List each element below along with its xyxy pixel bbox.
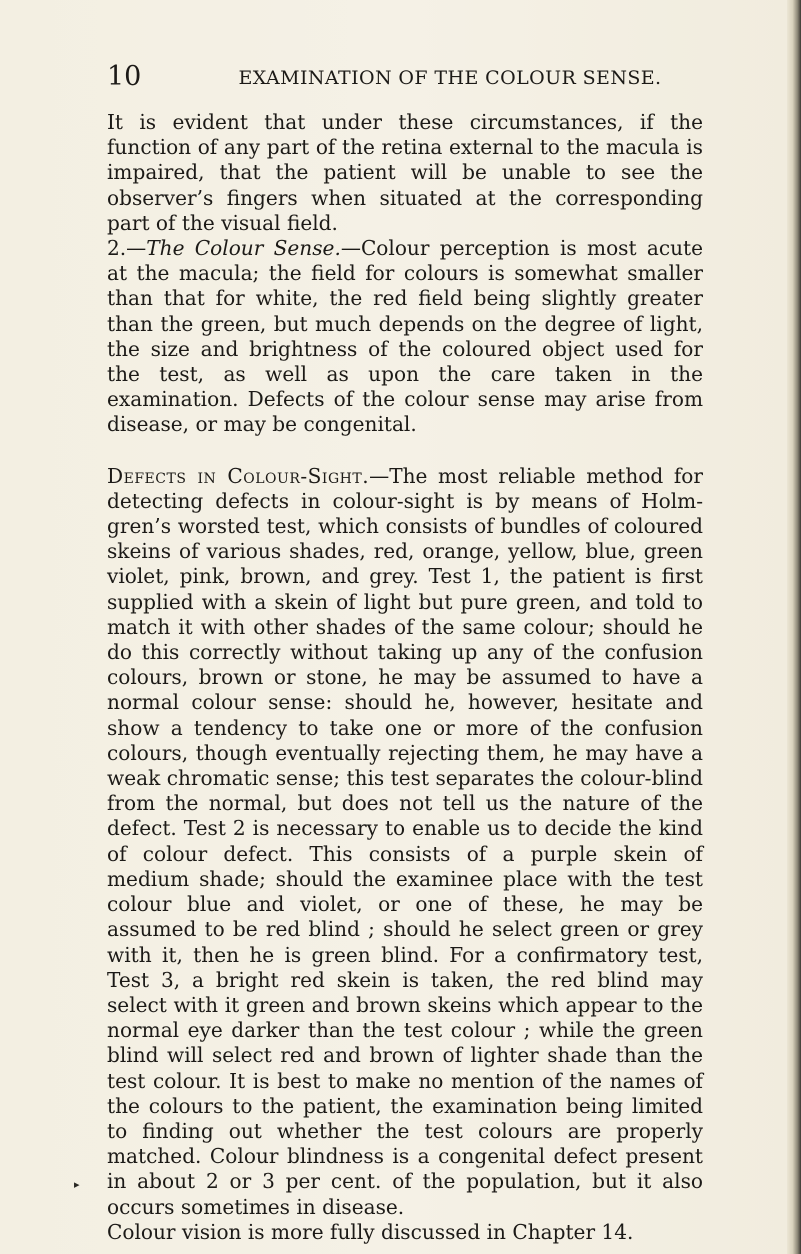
section-number: 2.— xyxy=(107,236,147,261)
page-header xyxy=(107,60,703,94)
body-text xyxy=(107,110,703,1245)
paragraph-defects-colour-sight xyxy=(107,464,703,1220)
page-number: 10 xyxy=(107,61,142,92)
paragraph-chapter-reference: Colour vision is more fully discussed in Chapter 14. xyxy=(107,1219,634,1244)
margin-arrow-icon: ▸ xyxy=(74,1178,80,1191)
section-text-defects: —The most reliable method for detecting defects in colour-sight is by means of Holmgren’s worsted test, which consists of bundles of coloured skeins of various shades, red, orange, yellow, blue, green violet, pink, brown, and grey. Test 1, the patient is first supplied with a skein of light but pure green, and told to match it with other shades of the same colour; should he do this correctly without taking up any of the confusion colours, brown or stone, he may be assumed to have a normal colour sense: should he, however, hesitate and show a tendency to take one or more of the confusion colours, though eventually rejecting them, he may have a weak chromatic sense; this test separates the colour-blind from the normal, but does not tell us the nature of the defect. Test 2 is necessary to enable us to decide the kind of colour defect. This consists of a purple skein of medium shade; should the examinee place with the test colour blue and violet, or one of these, he may be assumed to be red blind ; should he select green or grey with it, then he is green blind. For a confirmatory test, Test 3, a bright red skein is taken, the red blind may select with it green and brown skeins which appear to the normal eye darker than the test colour ; while the green blind will select red and brown of lighter shade than the test colour. It is best to make no mention of the names of the colours to the patient, the examination being limited to finding out whether the test colours are properly matched. Colour blindness is a congenital defect present in about 2 or 3 per cent. of the population, but it also occurs sometimes in disease. xyxy=(107,463,703,1219)
paragraph-colour-sense xyxy=(107,236,703,438)
section-text-colour-sense: —Colour perception is most acute at the macula; the field for colours is somewhat smaller than that for white, the red field being slightly greater than the green, but much depends on the degree of light, the size and brightness of the coloured object used for the test, as well as upon the care taken in the examination. Defects of the colour sense may arise from disease, or may be congenital. xyxy=(107,236,703,437)
paragraph-macula-function: It is evident that under these circumstances, if the function of any part of the retina external to the macula is impaired, that the patient will be unable to see the observer’s fingers when situated at the corresponding part of the visual field. xyxy=(107,110,703,235)
page-edge-shadow xyxy=(787,0,801,1254)
running-title: EXAMINATION OF THE COLOUR SENSE. xyxy=(238,67,662,89)
section-heading-defects: Defects in Colour-Sight. xyxy=(107,463,370,488)
section-heading-colour-sense: The Colour Sense. xyxy=(146,236,341,261)
